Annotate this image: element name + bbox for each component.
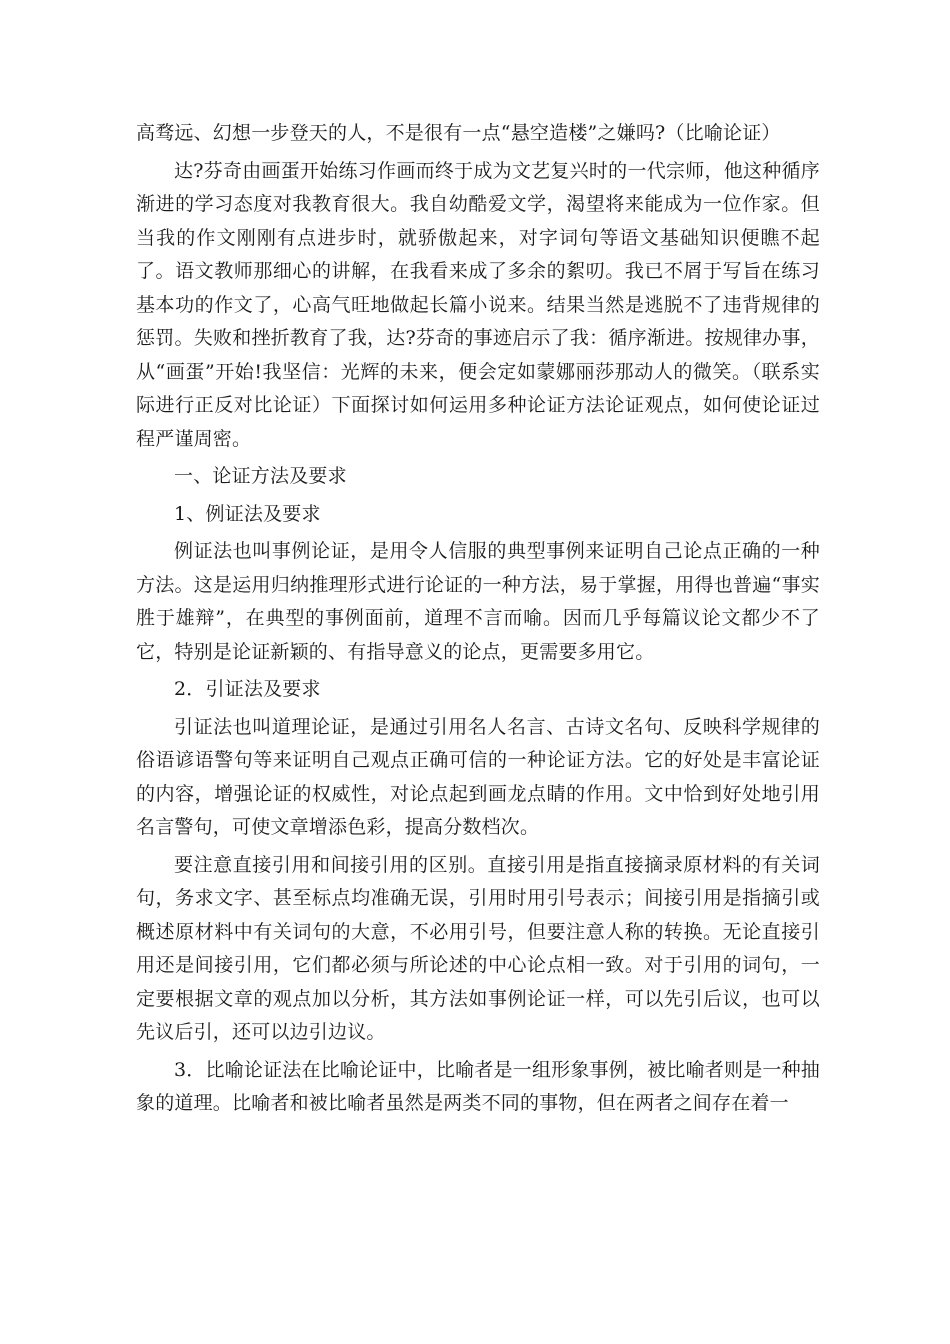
paragraph-citation-method: 引证法也叫道理论证，是通过引用名人名言、古诗文名句、反映科学规律的俗语谚语警句等来证明自己观点正确可信的一种论证方法。它的好处是丰富论证的内容，增强论证的权威性，对论点起到画龙点睛的作用。文中恰到好处地引用名言警句，可使文章增添色彩，提高分数档次。 [136, 715, 820, 838]
subheading-citation-method: 2．引证法及要求 [174, 678, 321, 700]
paragraph-da-vinci-example: 达?芬奇由画蛋开始练习作画而终于成为文艺复兴时的一代宗师，他这种循序渐进的学习态度对我教育很大。我自幼酷爱文学，渴望将来能成为一位作家。但当我的作文刚刚有点进步时，就骄傲起来，对字词句等语文基础知识便瞧不起了。语文教师那细心的讲解，在我看来成了多余的絮叨。我已不屑于写旨在练习基本功的作文了，心高气旺地做起长篇小说来。结果当然是逃脱不了违背规律的惩罚。失败和挫折教育了我，达?芬奇的事迹启示了我：循序渐进。按规律办事，从“画蛋”开始!我坚信：光辉的未来，便会定如蒙娜丽莎那动人的微笑。（联系实际进行正反对比论证）下面探讨如何运用多种论证方法论证观点，如何使论证过程严谨周密。 [136, 159, 820, 450]
paragraph-example-method: 例证法也叫事例论证，是用令人信服的典型事例来证明自己论点正确的一种方法。这是运用归纳推理形式进行论证的一种方法，易于掌握，用得也普遍“事实胜于雄辩”，在典型的事例面前，道理不言而喻。因而几乎每篇议论文都少不了它，特别是论证新颖的、有指导意义的论点，更需要多用它。 [136, 540, 820, 663]
document-body [136, 117, 820, 1125]
subheading-example-method: 1、例证法及要求 [174, 502, 321, 525]
section-heading-argument-methods: 一、论证方法及要求 [174, 465, 347, 487]
paragraph-direct-indirect-citation: 要注意直接引用和间接引用的区别。直接引用是指直接摘录原材料的有关词句，务求文字、甚至标点均准确无误，引用时用引号表示；间接引用是指摘引或概述原材料中有关词句的大意，不必用引号，但要注意人称的转换。无论直接引用还是间接引用，它们都必须与所论述的中心论点相一致。对于引用的词句，一定要根据文章的观点加以分析，其方法如事例论证一样，可以先引后议，也可以先议后引，还可以边引边议。 [136, 853, 820, 1043]
paragraph-metaphor-method: 3．比喻论证法在比喻论证中，比喻者是一组形象事例，被比喻者则是一种抽象的道理。比喻者和被比喻者虽然是两类不同的事物，但在两者之间存在着一 [136, 1058, 820, 1114]
paragraph-continuation: 高骛远、幻想一步登天的人，不是很有一点“悬空造楼”之嫌吗?（比喻论证） [136, 122, 781, 144]
